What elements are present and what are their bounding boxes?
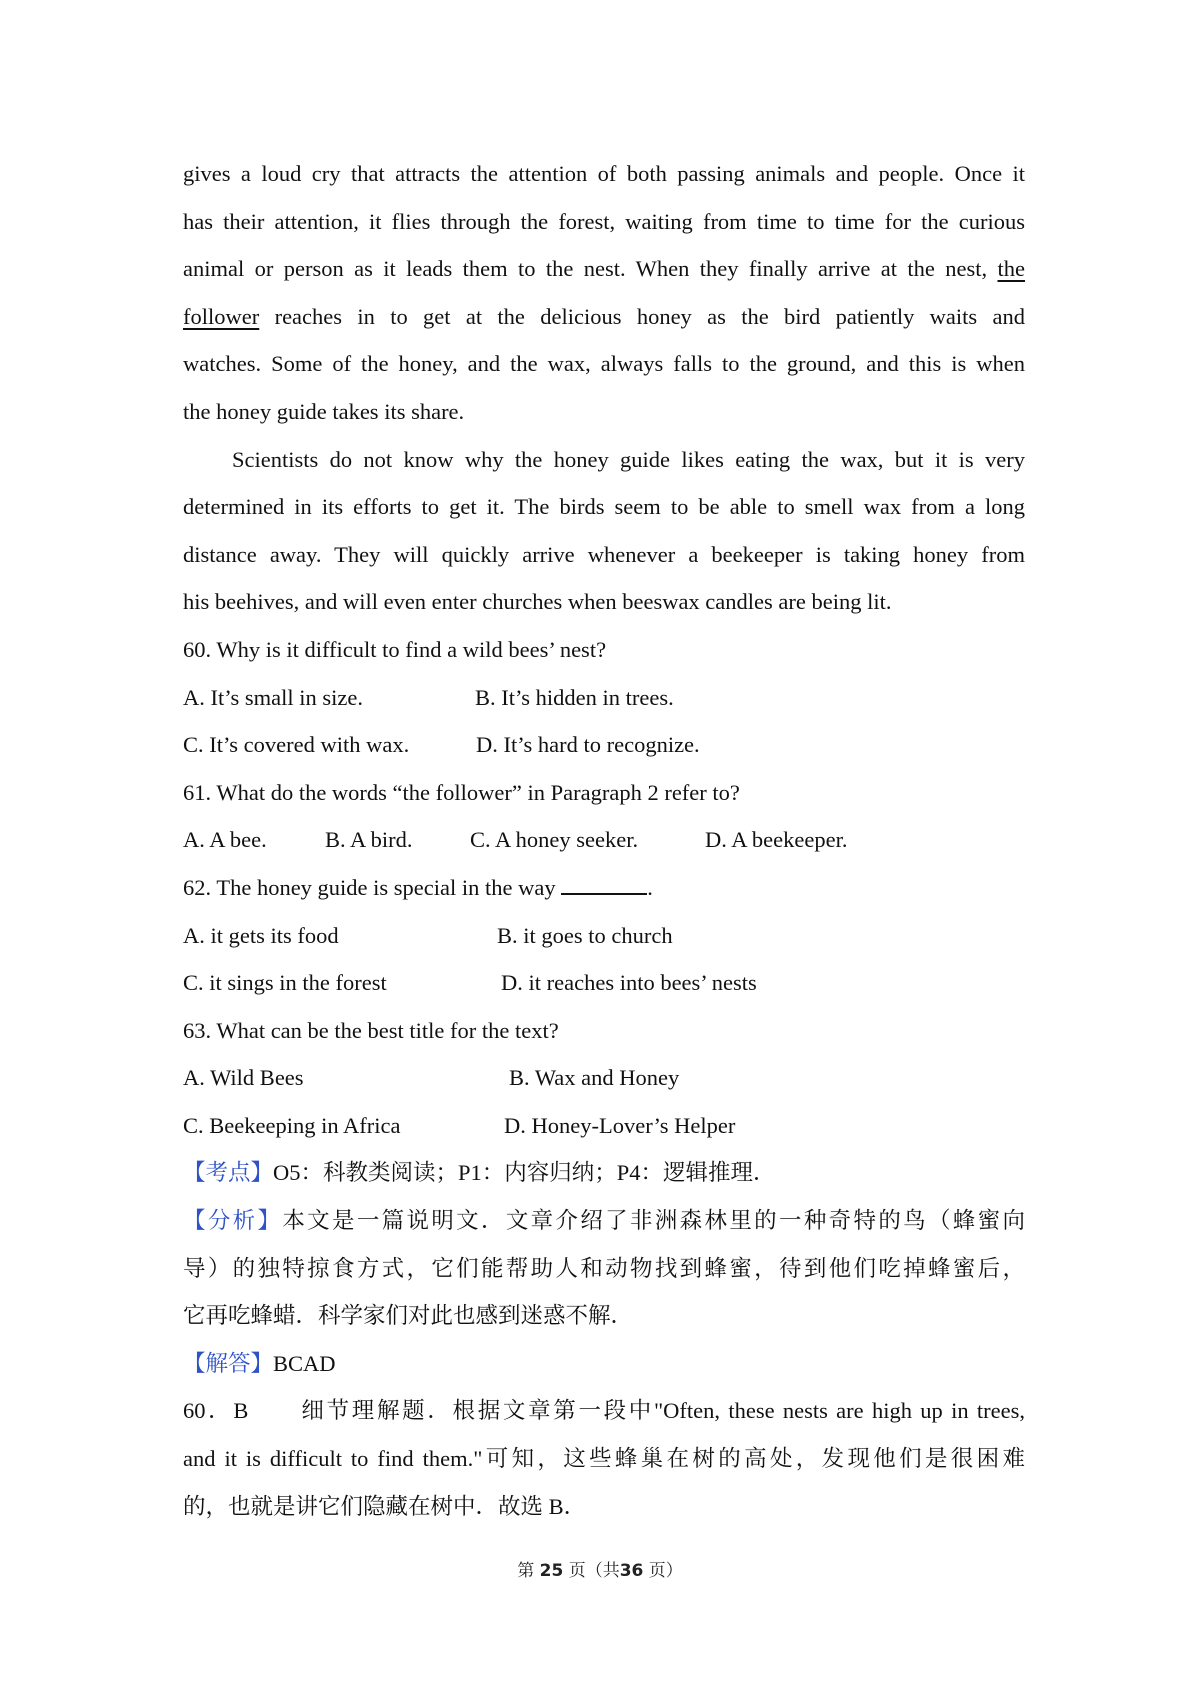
options-row [183,674,1025,722]
kaodian-tag: 【考点】 [183,1160,274,1186]
passage-line: watches. Some of the honey, and the wax, always falls to the ground, and this is when [183,351,1025,377]
fenxi-line [183,1197,1025,1245]
option-c: C. A honey seeker. [470,827,639,853]
passage-text: reaches in to get at the delicious honey as the bird patiently waits and [274,303,1025,329]
footer-text: 第 [517,1561,535,1581]
jieda-tag: 【解答】 [183,1350,274,1376]
option-a: A. Wild Bees [183,1065,304,1091]
option-b: B. It’s hidden in trees. [475,684,674,710]
option-a: A. It’s small in size. [183,684,363,710]
passage-line: the honey guide takes its share. [183,398,465,424]
answer-60-line: 的，也就是讲它们隐藏在树中．故选 B． [183,1493,587,1519]
document-page [183,150,1025,1530]
footer-text: 页） [648,1561,683,1581]
answer-60-line: and it is difficult to find them."可知，这些蜂巢在树的高处，发现他们是很困难 [183,1446,1025,1472]
option-a: A. A bee. [183,827,267,853]
footer-text: 页（共 [568,1561,620,1581]
options-row [183,912,1025,960]
jieda-line [183,1340,1025,1388]
fenxi-tag: 【分析】 [183,1208,283,1234]
passage-line [183,245,1025,293]
passage-line: gives a loud cry that attracts the attention of both passing animals and people. Once it [183,161,1025,186]
jieda-text: BCAD [273,1350,336,1376]
fenxi-line: 导）的独特掠食方式，它们能帮助人和动物找到蜂蜜，待到他们吃掉蜂蜜后， [183,1255,1025,1281]
options-row [183,959,1025,1007]
option-b: B. A bird. [325,827,413,853]
answer-60-line: 60．B 细节理解题．根据文章第一段中"Often, these nests are high up in trees, [183,1398,1025,1424]
fenxi-text: 本文是一篇说明文．文章介绍了非洲森林里的一种奇特的鸟（蜂蜜向 [282,1208,1025,1234]
question-61: 61. What do the words “the follower” in Paragraph 2 refer to? [183,779,740,805]
kaodian-text: O5：科教类阅读；P1：内容归纳；P4：逻辑推理． [273,1160,776,1186]
question-63: 63. What can be the best title for the text? [183,1017,559,1043]
footer-page-number: 25 [539,1561,564,1581]
passage-line: Scientists do not know why the honey guide likes eating the wax, but it is very [232,446,1025,472]
option-d: D. A beekeeper. [705,827,848,853]
passage-line: distance away. They will quickly arrive whenever a beekeeper is taking honey from [183,541,1025,567]
option-c: C. it sings in the forest [183,970,387,996]
footer-total-pages: 36 [619,1561,644,1581]
options-row [183,721,1025,769]
options-row [183,1102,1025,1150]
option-a: A. it gets its food [183,922,339,948]
kaodian-line [183,1149,1025,1197]
option-b: B. it goes to church [497,922,673,948]
option-c: C. Beekeeping in Africa [183,1112,401,1138]
passage-line: determined in its efforts to get it. The birds seem to be able to smell wax from a long [183,494,1025,520]
passage-line: has their attention, it flies through the forest, waiting from time to time for the curious [183,208,1025,234]
options-row [183,816,1025,864]
answer-blank [561,875,647,895]
option-d: D. it reaches into bees’ nests [501,970,757,996]
option-d: D. Honey-Lover’s Helper [504,1112,736,1138]
question-text: . [647,874,653,900]
passage-line: his beehives, and will even enter churches when beeswax candles are being lit. [183,589,892,615]
question-62 [183,864,1025,912]
option-b: B. Wax and Honey [509,1065,680,1091]
underlined-phrase: follower [183,303,260,329]
underlined-phrase: the [997,256,1025,282]
options-row [183,1054,1025,1102]
passage-text: animal or person as it leads them to the nest. When they finally arrive at the nest, [183,256,988,282]
option-c: C. It’s covered with wax. [183,732,410,758]
fenxi-line: 它再吃蜂蜡．科学家们对此也感到迷惑不解． [183,1303,634,1329]
question-text: 62. The honey guide is special in the way [183,874,556,900]
page-footer [0,1556,1200,1581]
passage-line [183,293,1025,341]
option-d: D. It’s hard to recognize. [476,732,700,758]
question-60: 60. Why is it difficult to find a wild bees’ nest? [183,636,607,662]
